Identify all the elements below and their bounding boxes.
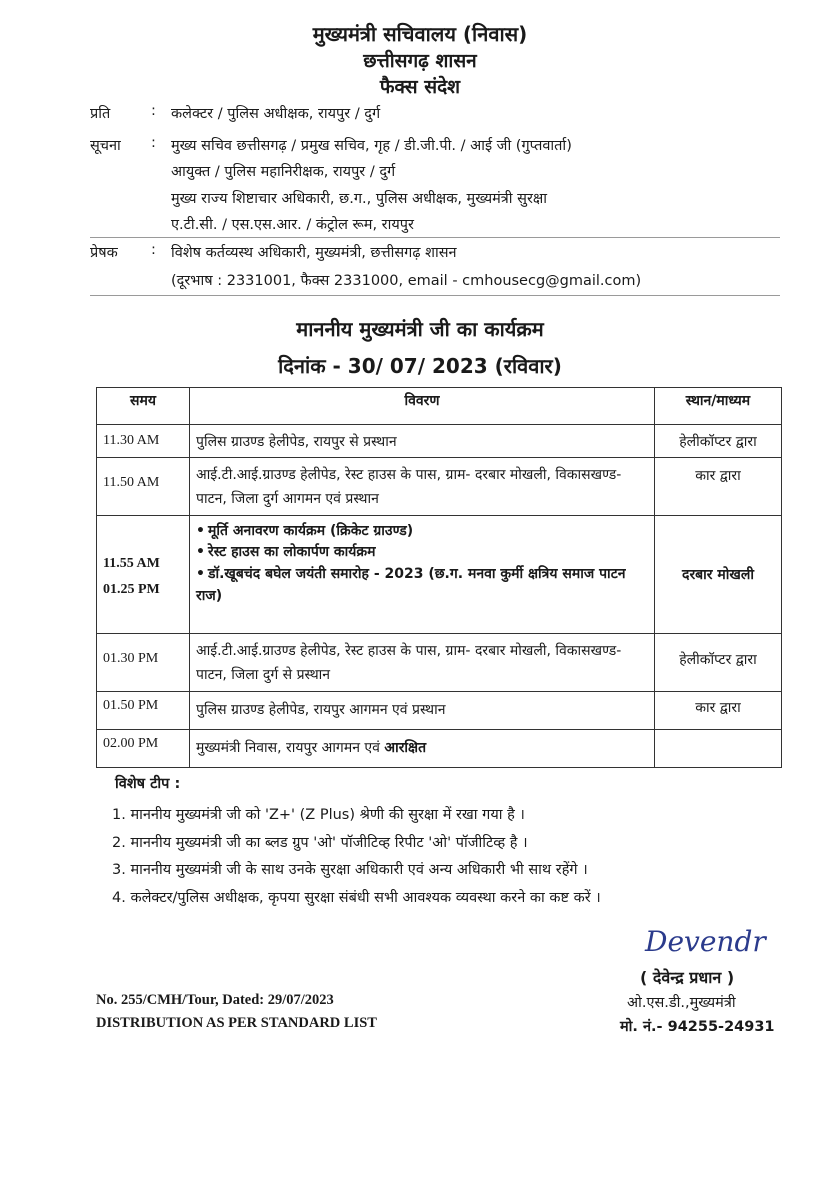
row-place bbox=[655, 730, 782, 768]
row-detail: पुलिस ग्राउण्ड हेलीपेड, रायपुर आगमन एवं प्रस्थान bbox=[190, 692, 655, 730]
row-time: 01.30 PM bbox=[97, 634, 190, 692]
to-colon: : bbox=[151, 103, 156, 119]
row-time-start: 11.55 AM bbox=[103, 556, 160, 571]
table-row bbox=[97, 634, 782, 692]
row-detail: मुख्यमंत्री निवास, रायपुर आगमन एवं आरक्षित bbox=[190, 730, 655, 768]
list-item: • डॉ.खूबचंद बघेल जयंती समारोह - 2023 (छ.ग. मनवा कुर्मी क्षत्रिय समाज पाटन राज) bbox=[196, 566, 626, 604]
program-date: दिनांक - 30/ 07/ 2023 (रविवार) bbox=[278, 354, 562, 378]
sender-colon: : bbox=[151, 242, 156, 258]
sender-contact: (दूरभाष : 2331001, फैक्स 2331000, email - cmhousecg@gmail.com) bbox=[171, 273, 642, 289]
row-detail-list bbox=[190, 516, 655, 634]
note-item: 2. माननीय मुख्यमंत्री जी का ब्लड ग्रुप 'ओ' पॉजीटिव्ह रिपीट 'ओ' पॉजीटिव्ह है । bbox=[112, 835, 528, 851]
fax-title: फैक्स संदेश bbox=[379, 76, 461, 98]
to-label: प्रति bbox=[90, 106, 111, 122]
list-item: • मूर्ति अनावरण कार्यक्रम (क्रिकेट ग्राउण्ड) bbox=[196, 523, 414, 539]
office-title: मुख्यमंत्री सचिवालय (निवास) bbox=[312, 22, 528, 46]
row-time-range bbox=[97, 516, 190, 634]
schedule-table bbox=[96, 387, 782, 768]
table-row bbox=[97, 458, 782, 516]
table-row bbox=[97, 730, 782, 768]
signatory-designation: ओ.एस.डी.,मुख्यमंत्री bbox=[627, 995, 736, 1011]
info-line: मुख्य राज्य शिष्टाचार अधिकारी, छ.ग., पुलिस अधीक्षक, मुख्यमंत्री सुरक्षा bbox=[171, 191, 548, 207]
sender-line: विशेष कर्तव्यस्थ अधिकारी, मुख्यमंत्री, छत्तीसगढ़ शासन bbox=[171, 245, 457, 261]
note-item: 4. कलेक्टर/पुलिस अधीक्षक, कृपया सुरक्षा संबंधी सभी आवश्यक व्यवस्था करने का कष्ट करें । bbox=[112, 890, 601, 906]
row-time: 01.50 PM bbox=[97, 692, 190, 730]
row-time: 02.00 PM bbox=[97, 730, 190, 768]
government-title: छत्तीसगढ़ शासन bbox=[363, 50, 477, 72]
to-recipients: कलेक्टर / पुलिस अधीक्षक, रायपुर / दुर्ग bbox=[171, 106, 381, 122]
row-place: हेलीकॉप्टर द्वारा bbox=[655, 425, 782, 458]
list-item: • रेस्ट हाउस का लोकार्पण कार्यक्रम bbox=[196, 544, 376, 560]
divider bbox=[90, 295, 780, 296]
info-line: आयुक्त / पुलिस महानिरीक्षक, रायपुर / दुर्ग bbox=[171, 164, 396, 180]
divider bbox=[90, 237, 780, 238]
reserved-label: आरक्षित bbox=[384, 740, 427, 756]
row-time-end: 01.25 PM bbox=[103, 582, 160, 597]
program-title: माननीय मुख्यमंत्री जी का कार्यक्रम bbox=[296, 317, 544, 341]
table-row bbox=[97, 692, 782, 730]
table-row bbox=[97, 516, 782, 634]
row-detail: आई.टी.आई.ग्राउण्ड हेलीपेड, रेस्ट हाउस के पास, ग्राम- दरबार मोखली, विकासखण्ड- पाटन, जिला दुर्ग से प्रस्थान bbox=[190, 634, 655, 692]
table-header-row bbox=[97, 388, 782, 425]
info-line: ए.टी.सी. / एस.एस.आर. / कंट्रोल रूम, रायपुर bbox=[171, 217, 414, 233]
notes-heading: विशेष टीप : bbox=[115, 776, 181, 792]
row-time: 11.30 AM bbox=[97, 425, 190, 458]
row-place: कार द्वारा bbox=[655, 692, 782, 730]
row-place: दरबार मोखली bbox=[655, 516, 782, 634]
info-label: सूचना bbox=[90, 138, 121, 154]
distribution-note: DISTRIBUTION AS PER STANDARD LIST bbox=[96, 1015, 377, 1031]
signatory-mobile: मो. नं.- 94255-24931 bbox=[620, 1019, 775, 1035]
table-row bbox=[97, 425, 782, 458]
info-colon: : bbox=[151, 135, 156, 151]
signature-scrawl: Devendr bbox=[645, 925, 766, 958]
note-item: 3. माननीय मुख्यमंत्री जी के साथ उनके सुरक्षा अधिकारी एवं अन्य अधिकारी भी साथ रहेंगे । bbox=[112, 862, 588, 878]
info-line: मुख्य सचिव छत्तीसगढ़ / प्रमुख सचिव, गृह / डी.जी.पी. / आई जी (गुप्तवार्ता) bbox=[171, 138, 572, 154]
row-time: 11.50 AM bbox=[97, 458, 190, 516]
note-item: 1. माननीय मुख्यमंत्री जी को 'Z+' (Z Plus) श्रेणी की सुरक्षा में रखा गया है । bbox=[112, 807, 525, 823]
header-time: समय bbox=[97, 388, 190, 425]
sender-label: प्रेषक bbox=[90, 245, 118, 261]
header-detail: विवरण bbox=[190, 388, 655, 425]
header-place: स्थान/माध्यम bbox=[655, 388, 782, 425]
signatory-name: ( देवेन्द्र प्रधान ) bbox=[640, 968, 735, 987]
row-place: हेलीकॉप्टर द्वारा bbox=[655, 634, 782, 692]
row-detail: पुलिस ग्राउण्ड हेलीपेड, रायपुर से प्रस्थान bbox=[190, 425, 655, 458]
row-place: कार द्वारा bbox=[655, 458, 782, 516]
reference-number: No. 255/CMH/Tour, Dated: 29/07/2023 bbox=[96, 992, 334, 1008]
row-detail: आई.टी.आई.ग्राउण्ड हेलीपेड, रेस्ट हाउस के पास, ग्राम- दरबार मोखली, विकासखण्ड- पाटन, जिला दुर्ग आगमन एवं प्रस्थान bbox=[190, 458, 655, 516]
